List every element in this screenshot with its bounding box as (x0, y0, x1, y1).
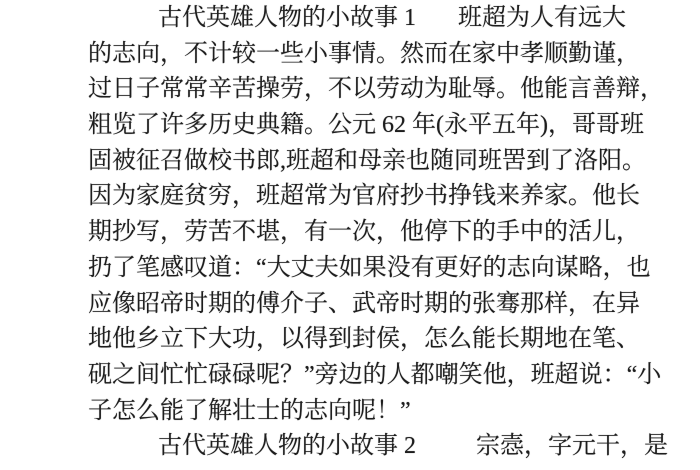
text-line: 子怎么能了解壮士的志向呢！” (88, 397, 411, 424)
story2-title-line (88, 429, 678, 465)
story1-heading: 古代英雄人物的小故事 1 (158, 5, 416, 31)
text-line: 固被征召做校书郎,班超和母亲也随同班罟到了洛阳。 (88, 147, 646, 174)
text-line: 地他乡立下大功，以得到封侯，怎么能长期地在笔、 (88, 326, 640, 353)
text-line: 砚之间忙忙碌碌呢？”旁边的人都嘲笑他，班超说：“小 (88, 361, 662, 388)
text-line: 期抄写，劳苦不堪，有一次，他停下的手中的活儿， (88, 219, 640, 246)
story1-opening: 班超为人有远大 (458, 5, 626, 31)
text-line: 过日子常常辛苦操劳，不以劳动为耻辱。他能言善辩， (88, 76, 664, 103)
text-line: 粗览了许多历史典籍。公元 62 年(永平五年)，哥哥班 (88, 112, 644, 139)
story1-title-line (88, 1, 678, 37)
text-line: 的志向，不计较一些小事情。然而在家中孝顺勤谨， (88, 40, 640, 67)
text-line: 因为家庭贫穷，班超常为官府抄书挣钱来养家。他长 (88, 183, 640, 210)
text-line: 扔了笔感叹道：“大丈夫如果没有更好的志向谋略，也 (88, 254, 651, 281)
text-block (88, 1, 678, 465)
story2-opening: 宗悫，字元干，是 (476, 433, 668, 460)
story2-heading: 古代英雄人物的小故事 2 (158, 433, 416, 460)
text-line: 应像昭帝时期的傅介子、武帝时期的张骞那样，在异 (88, 290, 640, 317)
